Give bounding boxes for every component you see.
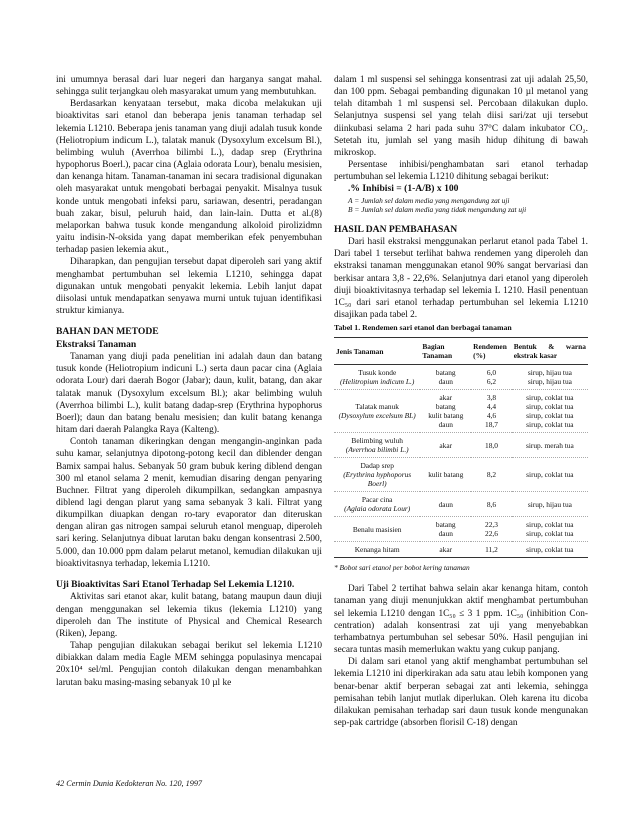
paragraph: Diharapkan, dan pengujian tersebut dapat diperoleh sari yang aktif menghambat pertumbuhan sel lekemia L1210, sehingga dapat digunakan untuk mengobati penyakit lekemia. Lebih lanjut dapat diisolasi untuk mendapatkan senyawa murni untuk tujuan identifikasi struktur kimianya.	[56, 257, 322, 316]
table-header-row	[334, 338, 588, 365]
plant-cell	[334, 390, 420, 433]
plant-part: akar	[439, 545, 453, 555]
extract-form: sirup, coklat tua	[526, 520, 574, 530]
yield-value-cell	[471, 433, 512, 458]
yield-value: 8,6	[486, 499, 497, 509]
plant-latin-name: (Helitropium indicum L.)	[340, 377, 415, 387]
yield-value: 18,0	[485, 440, 498, 450]
table-row	[334, 542, 588, 558]
right-column	[334, 74, 588, 729]
extract-form: sirup, coklat tua	[526, 529, 574, 539]
plant-part: daun	[438, 377, 453, 387]
extract-form: sirup, hijau tua	[527, 377, 572, 387]
section-heading: HASIL DAN PEMBAHASAN	[334, 223, 458, 235]
plant-part-cell	[420, 458, 471, 492]
extract-form: sirup. merah tua	[525, 440, 574, 450]
extract-form: sirup, coklat tua	[526, 420, 574, 430]
table-row	[334, 365, 588, 390]
column-header: Bagian Tanaman	[420, 338, 471, 365]
extract-form: sirup, coklat tua	[526, 545, 574, 555]
yield-value-cell	[471, 458, 512, 492]
yield-value: 4,4	[486, 402, 497, 412]
plant-name: Pacar cina	[361, 495, 393, 505]
paragraph: dalam 1 ml suspensi sel sehingga konsentrasi zat uji adalah 25,50, dan 100 ppm. Sebagai pembanding digunakan 10 µl metanol yang telah ditambah 1 ml suspensi sel. Percobaan dilakukan duplo. Selanjutnya suspensi sel yang telah diisi sari/zat uji tersebut diinkubasi selama 2 hari pada suhu 37°C dalam inkubator CO₂. Setetah itu, jumlah sel yang masih hidup dihitung di bawah mikroskop.	[334, 75, 588, 158]
yield-value: 4,6	[486, 411, 497, 421]
plant-part-cell	[420, 365, 471, 390]
extract-form: sirup, hijau tua	[527, 368, 572, 378]
plant-part: akar	[439, 393, 453, 403]
plant-latin-name: (Dysoxylum excelsum BL)	[338, 411, 416, 421]
extract-form-cell	[512, 390, 588, 433]
extract-form: sirup, coklat tua	[526, 402, 574, 412]
plant-part: batang	[435, 520, 456, 530]
extract-form: sirup, coklat tua	[526, 411, 574, 421]
extract-form: sirup, coklat tua	[526, 470, 574, 480]
plant-name: Belimbing wuluh	[351, 436, 403, 446]
plant-part-cell	[420, 390, 471, 433]
left-column	[56, 74, 322, 689]
paragraph: Dari Tabel 2 tertihat bahwa selain akar kenanga hitam, contoh tanaman yang diuji menunjukkan aktif menghambat pertumbuhan sel lekemia L1210 dengan 1C₅₀ ≤ 3 1 ppm. 1C₅₀ (inhibition Con-centration) adalah konsentrasi zat uji yang menyebabkan terhambatnya pertumbuhan sel sebesar 50%. Hasil pengujian ini secara tuntas masih memerlukan waktu yang cukup panjang.	[334, 584, 588, 656]
plant-name: Talatak manuk	[355, 402, 399, 412]
plant-latin-name: (Averrhoa bilimbi L.)	[345, 445, 409, 455]
subsection-heading: Ekstraksi Tanaman	[56, 338, 137, 350]
plant-latin-name: (Erythrina hyphoporus Boerl)	[343, 470, 412, 489]
section-heading: BAHAN DAN METODE	[56, 326, 159, 338]
yield-value: 6,2	[486, 377, 497, 387]
yield-value: 18,7	[485, 420, 498, 430]
extract-form-cell	[512, 492, 588, 517]
plant-part: kulit batang	[428, 470, 464, 480]
yield-value: 3,8	[486, 393, 497, 403]
column-header: Jenis Tanaman	[334, 338, 420, 365]
yield-value: 6,0	[486, 368, 497, 378]
yield-value: 22,3	[485, 520, 498, 530]
plant-part-cell	[420, 433, 471, 458]
table-body	[334, 365, 588, 558]
plant-cell	[334, 458, 420, 492]
yield-value-cell	[471, 517, 512, 542]
extract-form-cell	[512, 542, 588, 558]
plant-name: Tusuk konde	[358, 368, 397, 378]
paragraph: Dari hasil ekstraksi menggunakan perlarut etanol pada Tabel 1. Dari tabel 1 tersebut terlihat bahwa rendemen yang diperoleh dan ekstraksi tanaman menggunakan etanol 90% sangat bervariasi dan berkisar antara 3,8 - 22,6%. Selanjutnya dari etanol yang diperoleh diuji bioaktivitasnya terhadap sel lekemia L 1210. Hasil penentuan 1C₅₀ dari sari etanol terhadap pertumbuhan sel lekemia L1210 disajikan pada tabel 2.	[334, 237, 588, 320]
paragraph: Tahap pengujian dilakukan sebagai berikut sel lekemia L1210 dibiakkan dalam media Eagle MEM sehingga populasinya mencapai 20x10⁴ sel/ml. Pengujian contoh dilakukan dengan menambahkan larutan baku masing-masing sebanyak 10 µl ke	[56, 641, 322, 688]
table-row	[334, 492, 588, 517]
yield-table	[334, 337, 588, 558]
table-note: * Bobot sari etanol per bobot kering tanaman	[334, 563, 470, 573]
plant-part: daun	[438, 499, 453, 509]
table-caption: Tabel 1. Rendemen sari etanol dan berbagai tanaman	[334, 323, 512, 333]
plant-part-cell	[420, 492, 471, 517]
formula-note-b: B = Jumlah sel dalam media yang tidak mengandung zat uji	[348, 205, 527, 215]
plant-part: daun	[438, 420, 453, 430]
plant-cell	[334, 433, 420, 458]
extract-form-cell	[512, 365, 588, 390]
formula-note-a: A = Jumlah sel dalam media yang mengandung zat uji	[348, 195, 510, 205]
paragraph: ini umumnya berasal dari luar negeri dan harganya sangat mahal. sehingga sulit terjangkau oleh masyarakat umum yang membutuhkan.	[56, 75, 322, 98]
page-footer: 42 Cermin Dunia Kedokteran No. 120, 1997	[56, 779, 203, 788]
table-row	[334, 390, 588, 433]
plant-cell	[334, 517, 420, 542]
inhibition-formula: .% Inhibisi = (1-A/B) x 100	[348, 183, 459, 195]
yield-value: 22,6	[485, 529, 498, 539]
plant-cell	[334, 365, 420, 390]
paragraph: Tanaman yang diuji pada penelitian ini adalah daun dan batang tusuk konde (Heliotropium indicuni L.) serta daun pacar cina (Aglaia odorata Lour) dari daerah Bogor (Jabar); daun, kulit, batang, dan akar talatak manuk (Dysoxylum excelsum Bl.); akar belimbing wuluh (Averrhoa bilimbi L.), kulit batang dadap-srep (Erythrina hypophorus Boerl); daun dan batang benalu mesisien; dan kulit batang kenanga hitam dari daerah Palangka Raya (Kalteng).	[56, 352, 322, 436]
plant-part: akar	[439, 440, 453, 450]
table-row	[334, 458, 588, 492]
plant-name: Dadap srep	[360, 461, 394, 471]
subsection-heading: Uji Bioaktivitas Sari Etanol Terhadap Sel Lekemia L1210.	[56, 578, 295, 590]
yield-value-cell	[471, 492, 512, 517]
plant-part: batang	[435, 368, 456, 378]
yield-value-cell	[471, 390, 512, 433]
plant-latin-name: (Aglaia odorata Lour)	[344, 504, 411, 514]
yield-value-cell	[471, 365, 512, 390]
extract-form: sirup, hijau tua	[527, 499, 572, 509]
paragraph: Di dalam sari etanol yang aktif menghambat pertumbuhan sel lekemia L1210 ini diperkirakan ada satu atau lebih komponen yang benar-benar aktif berperan sebagai zat anti lekemia, sehingga pemisahan tebih lanjut mutlak diperlukan. Oleh karena itu dicoba dilakukan pemisahan terhadap sari daun tusuk konde mengunakan sep-pak cartridge (absorben florisil C-18) dengan	[334, 657, 588, 729]
plant-cell	[334, 492, 420, 517]
column-header: Rendemen (%)	[471, 338, 512, 365]
plant-name: Benalu masisien	[352, 524, 402, 534]
yield-value-cell	[471, 542, 512, 558]
paragraph: Aktivitas sari etanot akar, kulit batang, batang maupun daun diuji dengan menggunakan sel lekemia tikus (lekemia L1210) yang diperoleh dan The institute of Physical and Chemical Research (Riken), Jepang.	[56, 592, 322, 639]
extract-form-cell	[512, 517, 588, 542]
yield-value: 8,2	[486, 470, 497, 480]
column-header: Bentuk & warna ekstrak kasar	[512, 338, 588, 365]
plant-cell	[334, 542, 420, 558]
plant-part: batang	[435, 402, 456, 412]
extract-form-cell	[512, 433, 588, 458]
table-row	[334, 433, 588, 458]
plant-part: kulit batang	[428, 411, 464, 421]
extract-form: sirup, coklat tua	[526, 393, 574, 403]
yield-value: 11,2	[485, 545, 498, 555]
plant-part: daun	[438, 529, 453, 539]
paragraph: Berdasarkan kenyataan tersebut, maka dicoba melakukan uji bioaktivitas sari etanol dan beberapa jenis tanaman terhadap sel lekemia L1210. Beberapa jenis tanaman yang diuji adalah tusuk konde (Heliotropium indicum L.), talatak manuk (Dysoxylum excelsum Bl.), belimbing wuluh (Averrhoa bilimbi L.), dadap srep (Erythrina hypophorus Boerl.), pacar cina (Aglaia odorata Lour), benalu mesisien, dan kenanga hitam. Tanaman-tanaman ini secara tradisional digunakan oleh masyarakat untuk mengobati berbagai penyakit. Misalnya tusuk konde untuk mengobati infeksi paru, sariawan, desentri, peradangan buah zakar, bisul, peluruh haid, dan lain-lain. Dutta et al.(8) melaporkan bahwa tusuk konde mengandung alkoloid pirolizidmn yaitu indisin-N-oksida yang dapat memberikan efek penyembuhan terhadap pasien lekemia akut.,	[56, 99, 322, 256]
plant-part-cell	[420, 517, 471, 542]
table-row	[334, 517, 588, 542]
paragraph: Persentase inhibisi/penghambatan sari etanol terhadap pertumbuhan sel lekemia L1210 dihitung sebagai berikut:	[334, 160, 588, 183]
paragraph: Contoh tanaman dikeringkan dengan mengangin-anginkan pada suhu kamar, selanjutnya dipotong-potong kecil dan diblender dengan Bamix sampai halus. Sebanyak 50 gram bubuk kering diblend dengan 300 ml etanol selama 2 menit, kemudian disaring dengan penyaring Buchner. Filtrat yang diperoleh dikumpilkan, sedangkan ampasnya diblend lagi dengan plarut yang sama sebanyak 3 kali. Filtrat yang dikumpilkan diuapkan dengan ro-tary evaporator dan diteruskan dengan aliran gas nitrogen sampai seluruh etanol menguap, diperoleh sari kering. Selanjutnya dibuat larutan baku dengan konsentrasi 2.500, 5.000, dan 10.000 ppm dalam pelarut metanol, kemudian dilakukan uji bioaktivitasnya terhadap, lekemia L1210.	[56, 437, 322, 569]
extract-form-cell	[512, 458, 588, 492]
plant-part-cell	[420, 542, 471, 558]
plant-name: Kenanga hitam	[354, 545, 400, 555]
